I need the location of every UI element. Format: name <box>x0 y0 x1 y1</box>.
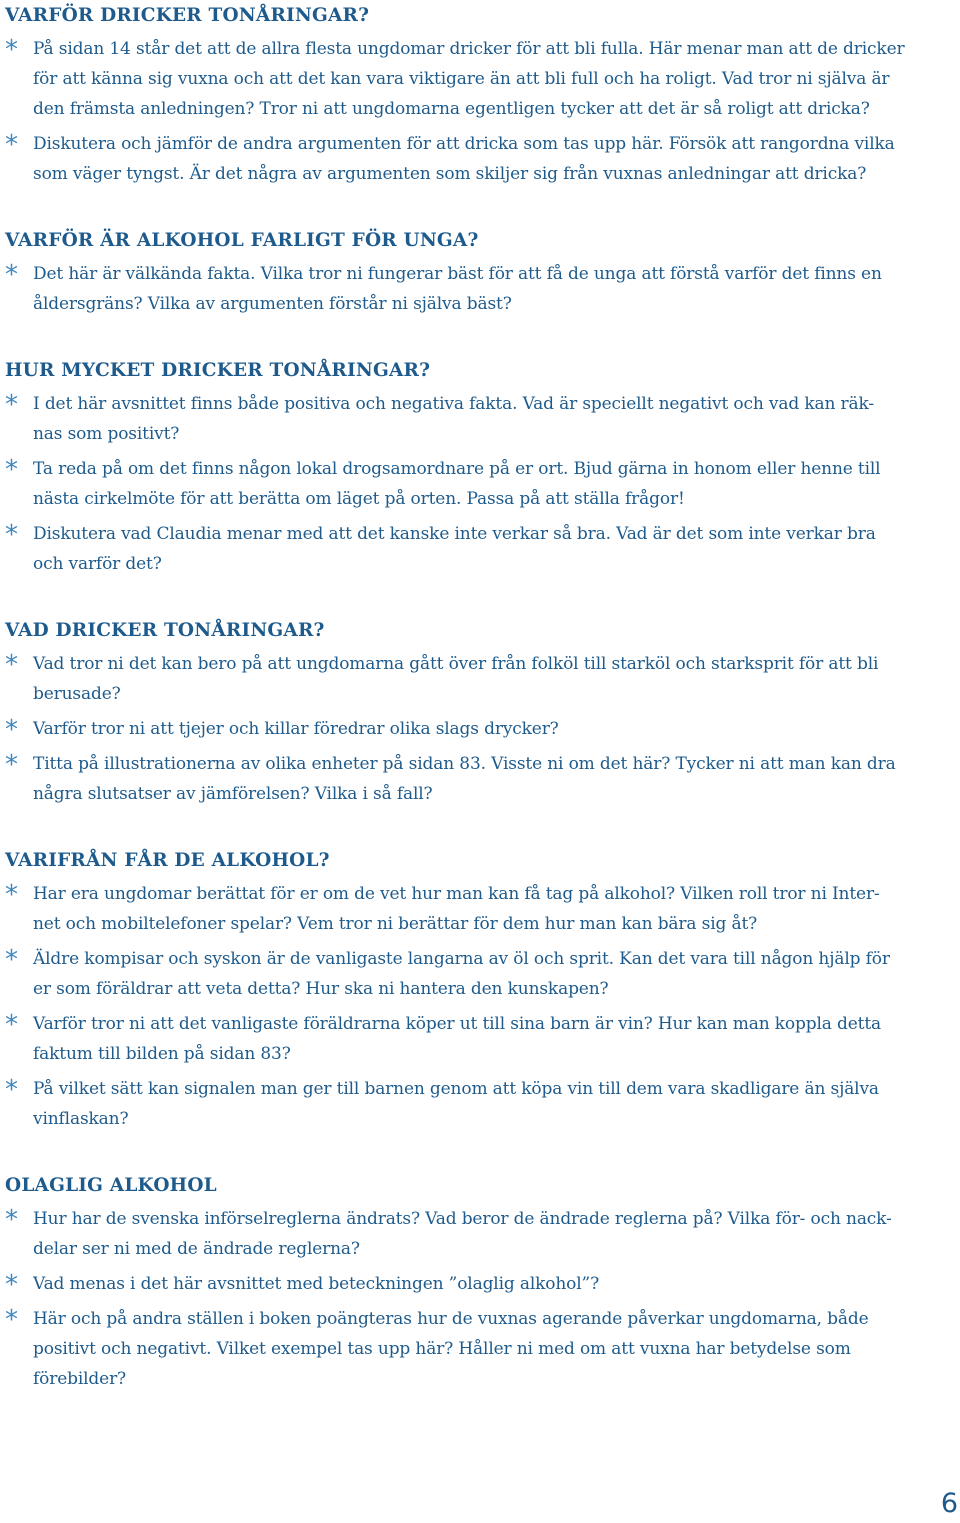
question-list <box>5 389 955 579</box>
page-number: 6 <box>940 1488 958 1519</box>
asterisk-bullet-icon: * <box>5 390 18 420</box>
question-item <box>5 879 955 939</box>
asterisk-bullet-icon: * <box>5 880 18 910</box>
question-item <box>5 714 955 744</box>
question-item <box>5 649 955 709</box>
question-text-line: faktum till bilden på sidan 83? <box>33 1044 291 1064</box>
section-heading: VARFÖR DRICKER TONÅRINGAR? <box>5 5 370 26</box>
question-text-line: Vad tror ni det kan bero på att ungdomarna gått över från folköl till starköl och starksprit för att bli <box>33 654 879 674</box>
asterisk-bullet-icon: * <box>5 130 18 160</box>
question-text-line: några slutsatser av jämförelsen? Vilka i så fall? <box>33 784 433 804</box>
question-item <box>5 519 955 579</box>
asterisk-bullet-icon: * <box>5 1010 18 1040</box>
section-heading: VARFÖR ÄR ALKOHOL FARLIGT FÖR UNGA? <box>5 230 479 251</box>
question-text-line: vinflaskan? <box>33 1109 129 1129</box>
asterisk-bullet-icon: * <box>5 945 18 975</box>
question-text-line: positivt och negativt. Vilket exempel tas upp här? Håller ni med om att vuxna har betydelse som <box>33 1339 851 1359</box>
question-item <box>5 944 955 1004</box>
asterisk-bullet-icon: * <box>5 1270 18 1300</box>
asterisk-bullet-icon: * <box>5 1205 18 1235</box>
question-text-line: som väger tyngst. Är det några av argumenten som skiljer sig från vuxnas anledningar att dricka? <box>33 164 867 184</box>
question-list <box>5 649 955 809</box>
question-text-line: Ta reda på om det finns någon lokal drogsamordnare på er ort. Bjud gärna in honom eller henne till <box>33 459 881 479</box>
question-item <box>5 129 955 189</box>
question-text-line: delar ser ni med de ändrade reglerna? <box>33 1239 360 1259</box>
asterisk-bullet-icon: * <box>5 455 18 485</box>
section <box>5 850 955 1134</box>
asterisk-bullet-icon: * <box>5 1305 18 1335</box>
section <box>5 360 955 579</box>
question-item <box>5 1009 955 1069</box>
question-item <box>5 34 955 124</box>
question-text-line: Hur har de svenska införselreglerna ändrats? Vad beror de ändrade reglerna på? Vilka för- och nack- <box>33 1209 892 1229</box>
question-text-line: Här och på andra ställen i boken poängteras hur de vuxnas agerande påverkar ungdomarna, både <box>33 1309 869 1329</box>
question-list <box>5 34 955 189</box>
question-item <box>5 389 955 449</box>
question-item <box>5 749 955 809</box>
question-text-line: net och mobiltelefoner spelar? Vem tror ni berättar för dem hur man kan bära sig åt? <box>33 914 758 934</box>
asterisk-bullet-icon: * <box>5 1075 18 1105</box>
question-text-line: Varför tror ni att det vanligaste föräldrarna köper ut till sina barn är vin? Hur kan man koppla detta <box>33 1014 881 1034</box>
question-text-line: Vad menas i det här avsnittet med beteckningen ”olaglig alkohol”? <box>33 1274 600 1294</box>
question-text-line: Äldre kompisar och syskon är de vanligaste langarna av öl och sprit. Kan det vara till någon hjälp för <box>33 949 890 969</box>
section-heading: OLAGLIG ALKOHOL <box>5 1175 217 1196</box>
question-text-line: Har era ungdomar berättat för er om de vet hur man kan få tag på alkohol? Vilken roll tror ni Inter- <box>33 884 880 904</box>
question-text-line: Det här är välkända fakta. Vilka tror ni fungerar bäst för att få de unga att förstå varför det finns en <box>33 264 882 284</box>
question-item <box>5 1304 955 1394</box>
question-text-line: nas som positivt? <box>33 424 180 444</box>
question-item <box>5 1204 955 1264</box>
section <box>5 1175 955 1394</box>
question-text-line: Varför tror ni att tjejer och killar föredrar olika slags drycker? <box>33 719 559 739</box>
section <box>5 5 955 189</box>
asterisk-bullet-icon: * <box>5 520 18 550</box>
question-text-line: Diskutera vad Claudia menar med att det kanske inte verkar så bra. Vad är det som inte verkar bra <box>33 524 876 544</box>
question-item <box>5 454 955 514</box>
asterisk-bullet-icon: * <box>5 260 18 290</box>
section <box>5 230 955 319</box>
asterisk-bullet-icon: * <box>5 715 18 745</box>
question-text-line: Titta på illustrationerna av olika enheter på sidan 83. Visste ni om det här? Tycker ni att man kan dra <box>33 754 896 774</box>
question-list <box>5 879 955 1134</box>
asterisk-bullet-icon: * <box>5 750 18 780</box>
section <box>5 620 955 809</box>
question-text-line: nästa cirkelmöte för att berätta om läget på orten. Passa på att ställa frågor! <box>33 489 685 509</box>
section-heading: VAD DRICKER TONÅRINGAR? <box>5 620 325 641</box>
question-text-line: er som föräldrar att veta detta? Hur ska ni hantera den kunskapen? <box>33 979 609 999</box>
question-list <box>5 259 955 319</box>
question-text-line: I det här avsnittet finns både positiva och negativa fakta. Vad är speciellt negativt och vad kan räk- <box>33 394 874 414</box>
asterisk-bullet-icon: * <box>5 35 18 65</box>
question-text-line: den främsta anledningen? Tror ni att ungdomarna egentligen tycker att det är så roligt att dricka? <box>33 99 870 119</box>
section-heading: VARIFRÅN FÅR DE ALKOHOL? <box>5 850 330 871</box>
question-text-line: Diskutera och jämför de andra argumenten för att dricka som tas upp här. Försök att rangordna vilka <box>33 134 895 154</box>
question-item <box>5 1074 955 1134</box>
question-text-line: På sidan 14 står det att de allra flesta ungdomar dricker för att bli fulla. Här menar man att de dricker <box>33 39 905 59</box>
question-item <box>5 1269 955 1299</box>
question-text-line: berusade? <box>33 684 121 704</box>
question-text-line: förebilder? <box>33 1369 127 1389</box>
question-text-line: åldersgräns? Vilka av argumenten förstår ni själva bäst? <box>33 294 512 314</box>
question-item <box>5 259 955 319</box>
asterisk-bullet-icon: * <box>5 650 18 680</box>
question-text-line: och varför det? <box>33 554 162 574</box>
question-text-line: för att känna sig vuxna och att det kan vara viktigare än att bli full och ha roligt. Vad tror ni själva är <box>33 69 890 89</box>
section-heading: HUR MYCKET DRICKER TONÅRINGAR? <box>5 360 431 381</box>
question-list <box>5 1204 955 1394</box>
question-text-line: På vilket sätt kan signalen man ger till barnen genom att köpa vin till dem vara skadligare än själva <box>33 1079 879 1099</box>
